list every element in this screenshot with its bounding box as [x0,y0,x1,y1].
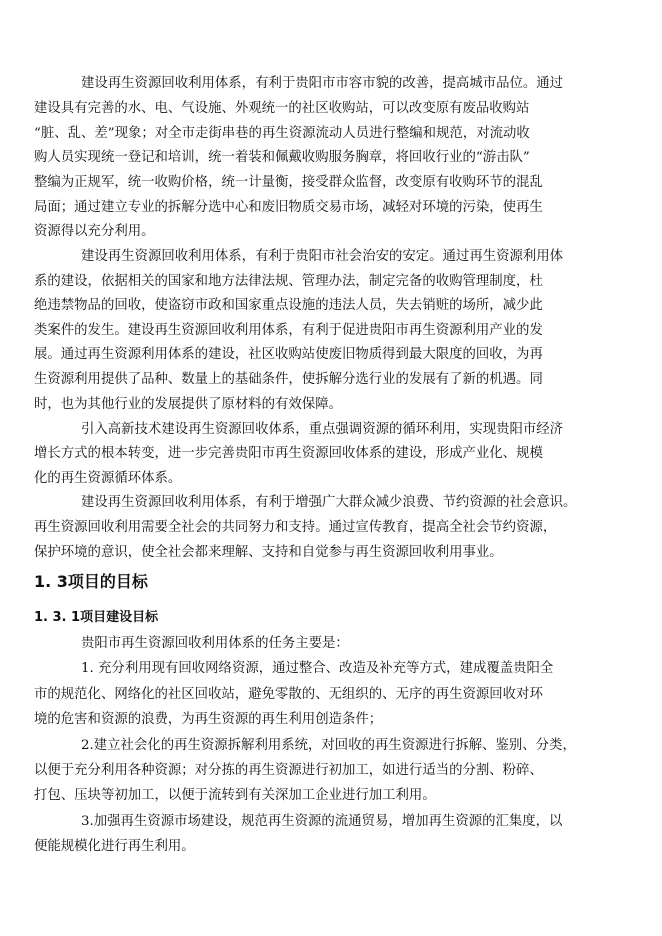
goal-line: 市的规范化、网络化的社区回收站，避免零散的、无组织的、无序的再生资源回收对环 [34,687,543,702]
paragraph-line: 建设再生资源回收利用体系，有利于增强广大群众减少浪费、节约资源的社会意识。 [81,495,577,510]
paragraph-line: 绝违禁物品的回收，使盗窃市政和国家重点设施的违法人员，失去销赃的场所，减少此 [34,298,543,313]
goal-line: 2.建立社会化的再生资源拆解利用系统，对回收的再生资源进行拆解、鉴别、分类， [81,738,576,753]
paragraph-line: 建设再生资源回收利用体系，有利于贵阳市市容市貌的改善，提高城市品位。通过 [81,76,564,91]
paragraph-line: 资源得以充分利用。 [34,224,155,239]
subsection-heading: 1. 3. 1项目建设目标 [34,610,159,625]
paragraph-line: 建设具有完善的水、电、气设施、外观统一的社区收购站，可以改变原有废品收购站 [34,101,530,116]
paragraph-line: 展。通过再生资源利用体系的建设，社区收购站使废旧物质得到最大限度的回收，为再 [34,347,543,362]
paragraph-line: 增长方式的根本转变，进一步完善贵阳市再生资源回收体系的建设，形成产业化、规模 [34,446,543,461]
paragraph-line: 时，也为其他行业的发展提供了原材料的有效保障。 [34,397,342,412]
section-heading: 1. 3项目的目标 [34,572,148,591]
goal-line: 以便于充分利用各种资源；对分拣的再生资源进行初加工，如进行适当的分割、粉碎、 [34,763,543,778]
paragraph-line: 生资源利用提供了品种、数量上的基础条件，使拆解分选行业的发展有了新的机遇。同 [34,372,543,387]
goal-line: 1. 充分利用现有回收网络资源，通过整合、改造及补充等方式，建成覆盖贵阳全 [81,661,554,676]
paragraph-line: 购人员实现统一登记和培训，统一着装和佩戴收购服务胸章，将回收行业的“游击队” [34,150,530,165]
paragraph-line: 局面；通过建立专业的拆解分选中心和废旧物质交易市场，减轻对环境的污染，使再生 [34,200,543,215]
paragraph-line: 保护环境的意识，使全社会都来理解、支持和自觉参与再生资源回收利用事业。 [34,545,503,560]
paragraph-line: 再生资源回收利用需要全社会的共同努力和支持。通过宣传教育，提高全社会节约资源， [34,520,557,535]
paragraph-line: 类案件的发生。建设再生资源回收利用体系，有利于促进贵阳市再生资源利用产业的发 [34,323,543,338]
goal-line: 境的危害和资源的浪费，为再生资源的再生利用创造条件； [34,712,383,727]
paragraph-line: 建设再生资源回收利用体系，有利于贵阳市社会治安的安定。通过再生资源利用体 [81,249,564,264]
goal-line: 便能规模化进行再生利用。 [34,839,195,854]
paragraph-line: 整编为正规军，统一收购价格，统一计量衡，接受群众监督，改变原有收购环节的混乱 [34,175,543,190]
goals-intro: 贵阳市再生资源回收利用体系的任务主要是： [81,636,349,651]
goal-line: 打包、压块等初加工，以便于流转到有关深加工企业进行加工利用。 [34,788,436,803]
paragraph-line: 引入高新技术建设再生资源回收体系，重点强调资源的循环利用，实现贵阳市经济 [81,422,564,437]
paragraph-line: 系的建设，依据相关的国家和地方法律法规、管理办法，制定完备的收购管理制度，杜 [34,274,543,289]
paragraph-line: “脏、乱、差”现象；对全市走街串巷的再生资源流动人员进行整编和规范，对流动收 [34,126,530,141]
goal-line: 3.加强再生资源市场建设，规范再生资源的流通贸易，增加再生资源的汇集度，以 [81,814,563,829]
paragraph-line: 化的再生资源循环体系。 [34,471,182,486]
